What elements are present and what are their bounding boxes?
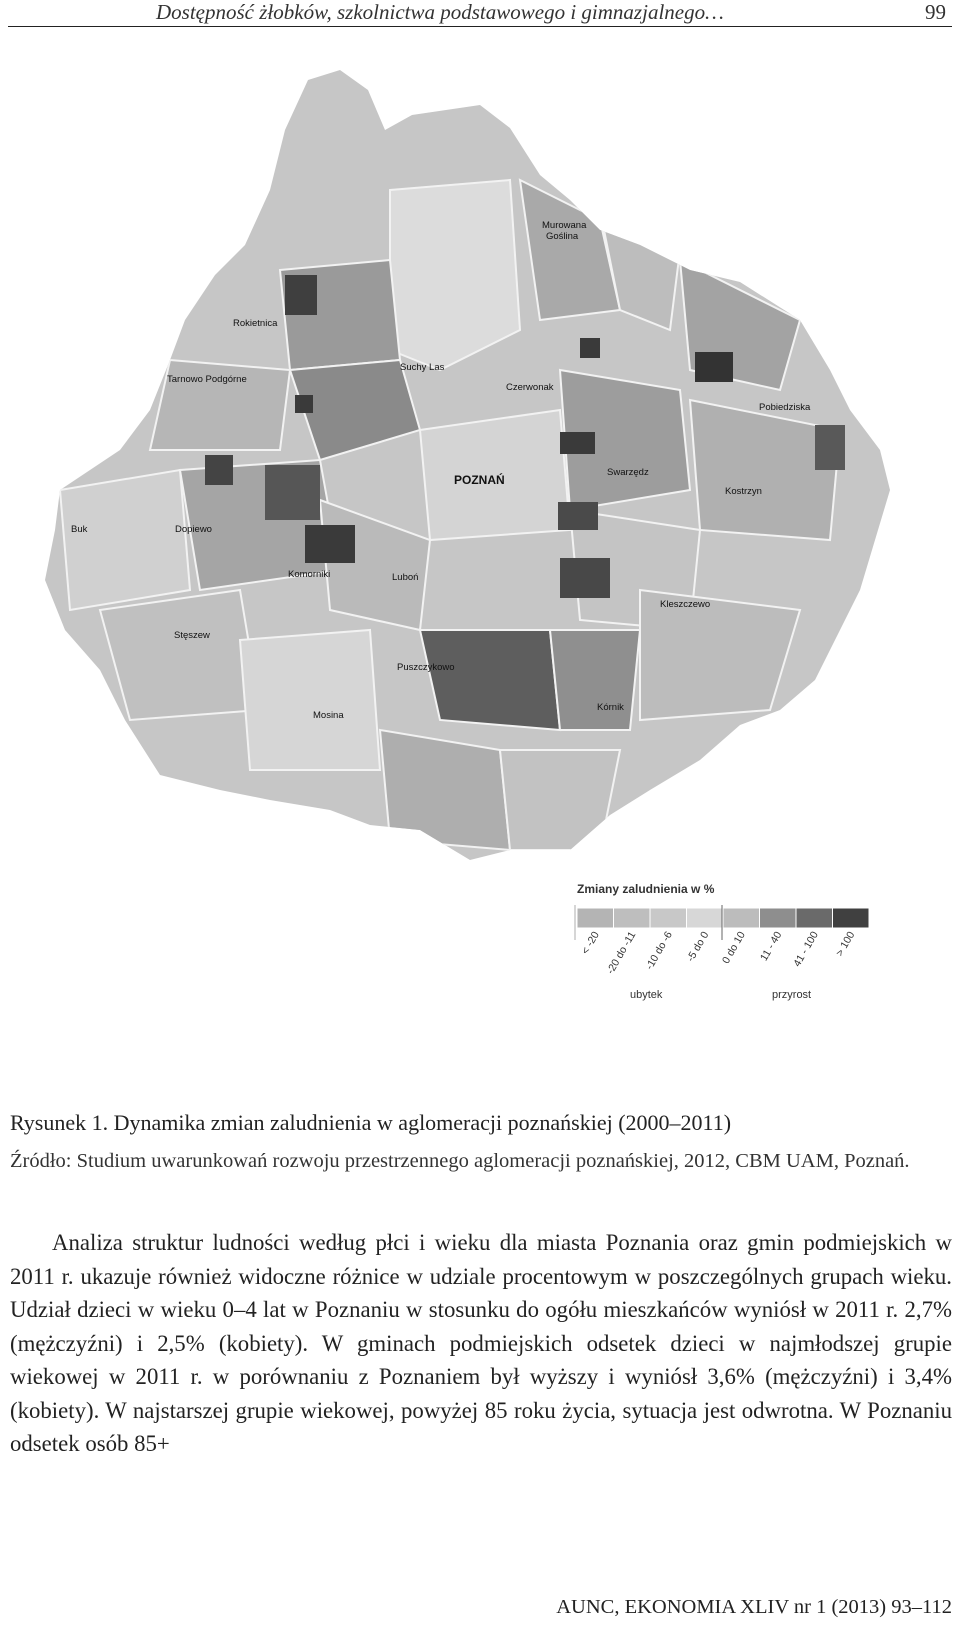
label-mosina: Mosina — [313, 710, 344, 721]
legend-swatch — [650, 908, 687, 928]
page-number: 99 — [925, 0, 946, 24]
legend-swatches — [577, 908, 869, 928]
journal-footer: AUNC, EKONOMIA XLIV nr 1 (2013) 93–112 — [556, 1596, 952, 1618]
label-steszew: Stęszew — [174, 630, 210, 641]
label-suchy-las: Suchy Las — [400, 362, 445, 373]
legend-class-labels — [579, 929, 857, 976]
legend-swatch — [760, 908, 797, 928]
map-svg — [40, 70, 920, 1040]
legend-class-label: 0 do 10 — [719, 929, 748, 966]
legend-swatch — [687, 908, 724, 928]
legend-group-gain: przyrost — [772, 989, 812, 1001]
label-dopiewo: Dopiewo — [175, 524, 212, 535]
body-paragraph: Analiza struktur ludności według płci i wieku dla miasta Poznania oraz gmin podmiejskich w 2011 r. ukazuje również widoczne różnice w udziale procentowym w poszczególnych grupach wieku. Udział dzieci w wieku 0–4 lat w Poznaniu w stosunku do ogółu mieszkańców wyniósł w 2011 r. 2,7% (mężczyźni) i 2,5% (kobiety). W gminach podmiejskich odsetek dzieci w najmłodszej grupie wiekowej w 2011 r. w porównaniu z Poznaniem był wyższy i wyniósł 3,6% (mężczyźni) i 3,4% (kobiety). W najstarszej grupie wiekowej, powyżej 85 roku życia, sytuacja jest odwrotna. W Poznaniu odsetek osób 85+ — [10, 1230, 952, 1456]
label-kleszczewo: Kleszczewo — [660, 599, 711, 610]
population-change-map — [40, 70, 920, 1040]
figure-source: Źródło: Studium uwarunkowań rozwoju przestrzennego aglomeracji poznańskiej, 2012, CBM UAM, Poznań. — [10, 1150, 910, 1172]
figure-caption: Rysunek 1. Dynamika zmian zaludnienia w aglomeracji poznańskiej (2000–2011) — [10, 1110, 732, 1135]
legend-class-label: < -20 — [579, 929, 602, 957]
legend-class-label: -20 do -11 — [604, 929, 639, 977]
running-header — [8, 0, 952, 27]
label-poznan: POZNAŃ — [454, 473, 505, 487]
legend-swatch — [796, 908, 833, 928]
legend-class-label: -5 do 0 — [684, 929, 712, 964]
legend-swatch — [723, 908, 760, 928]
label-tarnowo: Tarnowo Podgórne — [167, 374, 247, 385]
legend-swatch — [614, 908, 651, 928]
legend-group-loss: ubytek — [630, 989, 663, 1001]
label-kornik: Kórnik — [597, 702, 624, 713]
legend-swatch — [833, 908, 870, 928]
label-buk: Buk — [71, 524, 88, 535]
label-murowana: Murowana Goślina — [542, 220, 587, 242]
label-czerwonak: Czerwonak — [506, 382, 554, 393]
map-legend — [575, 882, 869, 1001]
running-title: Dostępność żłobków, szkolnictwa podstawowego i gimnazjalnego… — [156, 0, 724, 24]
legend-class-label: > 100 — [833, 929, 858, 959]
label-kostrzyn: Kostrzyn — [725, 486, 762, 497]
map-body — [40, 70, 920, 870]
label-rokietnica: Rokietnica — [233, 318, 278, 329]
label-lubon: Luboń — [392, 572, 419, 583]
legend-class-label: -10 do -6 — [643, 929, 675, 972]
legend-class-label: 11 - 40 — [757, 929, 785, 964]
label-puszczykowo: Puszczykowo — [397, 662, 455, 673]
legend-swatch — [577, 908, 614, 928]
legend-title: Zmiany zaludnienia w % — [577, 882, 715, 896]
legend-class-label: 41 - 100 — [791, 929, 821, 969]
label-swarzedz: Swarzędz — [607, 467, 649, 478]
label-komorniki: Komorniki — [288, 569, 331, 580]
label-pobiedziska: Pobiedziska — [759, 402, 811, 413]
